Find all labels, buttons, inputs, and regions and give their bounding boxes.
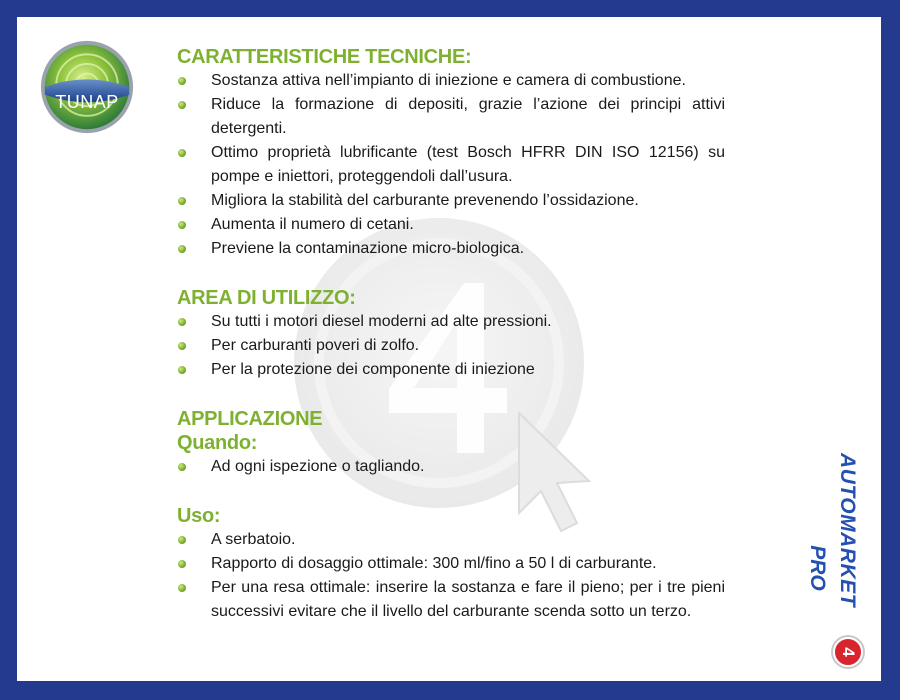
- item-text: Previene la contaminazione micro-biologica.: [211, 240, 525, 257]
- list-item: [177, 358, 725, 382]
- brand-badge: [833, 637, 863, 667]
- content-panel: [17, 17, 881, 681]
- list-uso: [177, 528, 725, 624]
- item-text: Per una resa ottimale: inserire la sostanza e fare il pieno; per i tre pieni successivi evitare che il livello del carburante scenda sotto un terzo.: [211, 579, 725, 620]
- bullet-icon: [178, 318, 186, 326]
- list-item: [177, 69, 725, 93]
- list-item: [177, 310, 725, 334]
- section-uso: [177, 504, 725, 624]
- item-text: Aumenta il numero di cetani.: [211, 216, 414, 233]
- list-item: [177, 189, 725, 213]
- brand-badge-number: 4: [839, 647, 858, 657]
- list-item: [177, 455, 725, 479]
- heading-caratteristiche: CARATTERISTICHE TECNICHE:: [177, 46, 472, 68]
- section-caratteristiche: [177, 45, 725, 261]
- automarket-pro-logo-icon: [806, 425, 869, 675]
- item-text: Su tutti i motori diesel moderni ad alte pressioni.: [211, 313, 552, 330]
- bullet-icon: [178, 221, 186, 229]
- heading-uso: Uso:: [177, 505, 221, 527]
- heading-area: AREA DI UTILIZZO:: [177, 287, 356, 309]
- item-text: Per la protezione dei componente di iniezione: [211, 361, 535, 378]
- heading-applicazione: APPLICAZIONE: [177, 408, 323, 430]
- item-text: A serbatoio.: [211, 531, 296, 548]
- list-item: [177, 576, 725, 624]
- heading-quando: Quando:: [177, 432, 258, 454]
- list-item: [177, 334, 725, 358]
- product-info: [177, 45, 725, 624]
- item-text: Ottimo proprietà lubrificante (test Bosch HFRR DIN ISO 12156) su pompe e iniettori, proteggendoli dall’usura.: [211, 144, 725, 185]
- bullet-icon: [178, 536, 186, 544]
- item-text: Riduce la formazione di depositi, grazie l’azione dei principi attivi detergenti.: [211, 96, 725, 137]
- item-text: Sostanza attiva nell’impianto di iniezione e camera di combustione.: [211, 72, 686, 89]
- brand-text-automarket: AUTOMARKET: [836, 453, 859, 607]
- list-item: [177, 213, 725, 237]
- list-item: [177, 552, 725, 576]
- bullet-icon: [178, 101, 186, 109]
- bullet-icon: [178, 77, 186, 85]
- list-area: [177, 310, 725, 382]
- item-text: Migliora la stabilità del carburante prevenendo l’ossidazione.: [211, 192, 639, 209]
- item-text: Ad ogni ispezione o tagliando.: [211, 458, 425, 475]
- section-applicazione: [177, 407, 725, 479]
- bullet-icon: [178, 245, 186, 253]
- item-text: Rapporto di dosaggio ottimale: 300 ml/fino a 50 l di carburante.: [211, 555, 657, 572]
- list-item: [177, 528, 725, 552]
- tunap-logo-icon: [39, 39, 135, 135]
- bullet-icon: [178, 560, 186, 568]
- item-text: Per carburanti poveri di zolfo.: [211, 337, 420, 354]
- bullet-icon: [178, 584, 186, 592]
- bullet-icon: [178, 149, 186, 157]
- section-area: [177, 286, 725, 382]
- list-item: [177, 237, 725, 261]
- list-quando: [177, 455, 725, 479]
- bullet-icon: [178, 342, 186, 350]
- list-caratteristiche: [177, 69, 725, 261]
- brand-text-pro: PRO: [806, 545, 829, 591]
- bullet-icon: [178, 366, 186, 374]
- bullet-icon: [178, 197, 186, 205]
- bullet-icon: [178, 463, 186, 471]
- list-item: [177, 93, 725, 141]
- tunap-logo-text: TUNAP: [55, 92, 119, 112]
- list-item: [177, 141, 725, 189]
